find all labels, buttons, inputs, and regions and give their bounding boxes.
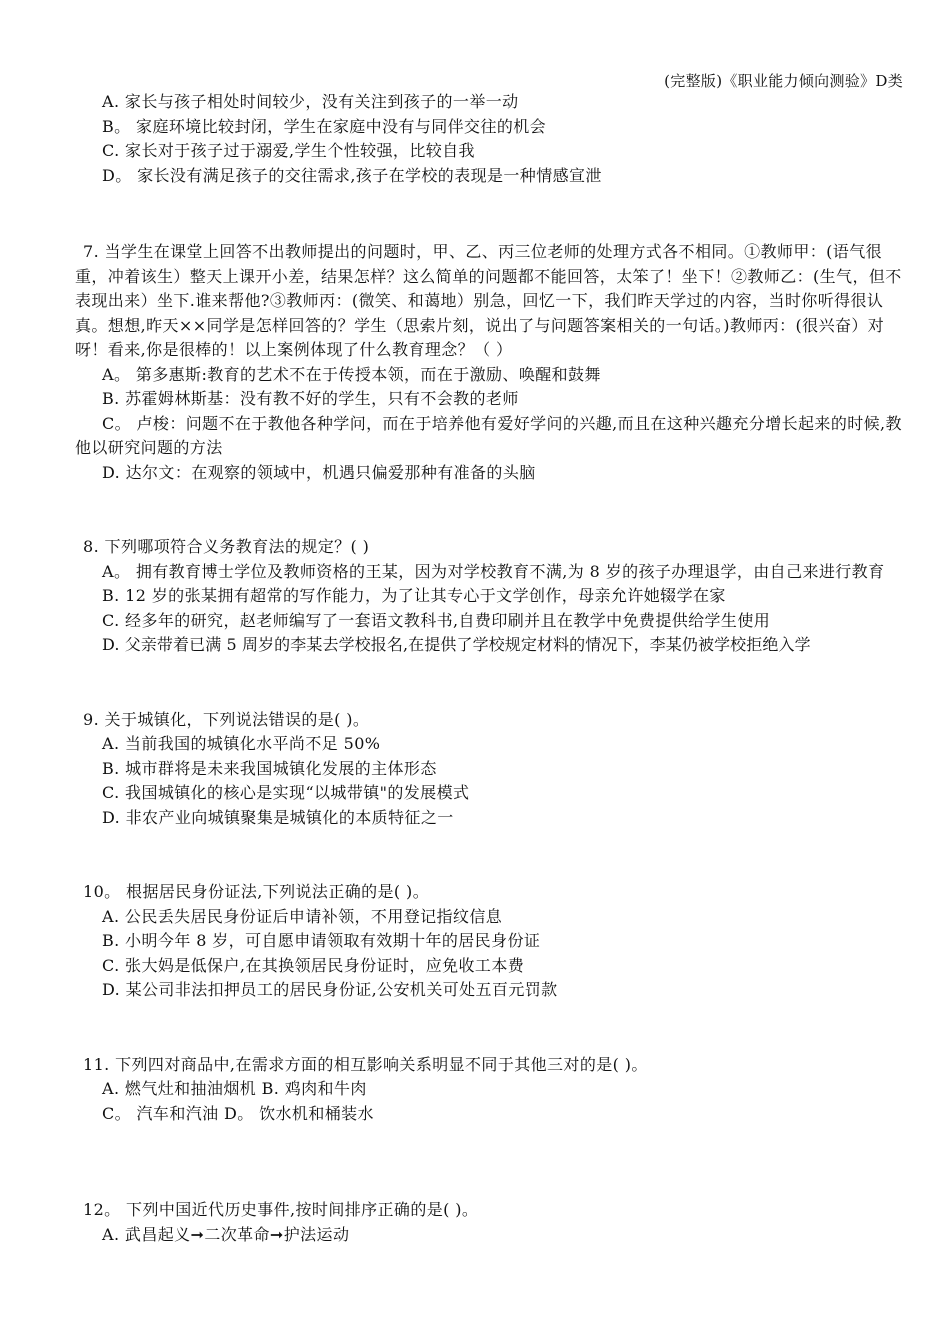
q9-stem: 9. 关于城镇化，下列说法错误的是( )。 bbox=[83, 709, 370, 729]
q12-option-a: A. 武昌起义➞二次革命➞护法运动 bbox=[102, 1224, 350, 1244]
q8-option-c: C. 经多年的研究，赵老师编写了一套语文教科书,自费印刷并且在教学中免费提供给学生使用 bbox=[102, 610, 771, 630]
question-12 bbox=[75, 1198, 905, 1247]
q6-option-c: C. 家长对于孩子过于溺爱,学生个性较强，比较自我 bbox=[102, 141, 475, 160]
q12-stem: 12。 下列中国近代历史事件,按时间排序正确的是( )。 bbox=[83, 1200, 479, 1219]
document-body bbox=[75, 90, 905, 1247]
q7-option-c: C。 卢梭：问题不在于教他各种学问，而在于培养他有爱好学问的兴趣,而且在这种兴趣充分增长起来的时候,教他以研究问题的方法 bbox=[75, 413, 902, 457]
q9-option-c: C. 我国城镇化的核心是实现“以城带镇"的发展模式 bbox=[102, 783, 470, 802]
q10-option-a: A. 公民丢失居民身份证后申请补领，不用登记指纹信息 bbox=[102, 906, 503, 926]
q9-option-a: A. 当前我国的城镇化水平尚不足 50% bbox=[102, 734, 381, 753]
q7-option-a: A。 第多惠斯:教育的艺术不在于传授本领，而在于激励、唤醒和鼓舞 bbox=[102, 364, 601, 384]
question-6-options bbox=[75, 90, 905, 188]
q7-option-b: B. 苏霍姆林斯基：没有教不好的学生，只有不会教的老师 bbox=[102, 389, 519, 408]
q10-option-c: C. 张大妈是低保户,在其换领居民身份证时，应免收工本费 bbox=[102, 955, 525, 975]
question-8 bbox=[75, 535, 905, 658]
question-9 bbox=[75, 708, 905, 831]
q9-option-b: B. 城市群将是未来我国城镇化发展的主体形态 bbox=[102, 758, 437, 778]
q6-option-b: B。 家庭环境比较封闭，学生在家庭中没有与同伴交往的机会 bbox=[102, 116, 547, 136]
q11-option-ab: A. 燃气灶和抽油烟机 B. 鸡肉和牛肉 bbox=[102, 1079, 367, 1098]
q8-option-b: B. 12 岁的张某拥有超常的写作能力，为了让其专心于文学创作，母亲允许她辍学在家 bbox=[102, 586, 726, 605]
question-7 bbox=[75, 240, 905, 485]
q11-option-cd: C。 汽车和汽油 D。 饮水机和桶装水 bbox=[102, 1103, 374, 1123]
q10-option-b: B. 小明今年 8 岁，可自愿申请领取有效期十年的居民身份证 bbox=[102, 931, 541, 950]
q6-option-d: D。 家长没有满足孩子的交往需求,孩子在学校的表现是一种情感宣泄 bbox=[102, 165, 602, 185]
q9-option-d: D. 非农产业向城镇聚集是城镇化的本质特征之一 bbox=[102, 807, 454, 827]
q11-stem: 11. 下列四对商品中,在需求方面的相互影响关系明显不同于其他三对的是( )。 bbox=[83, 1054, 648, 1074]
q8-option-d: D. 父亲带着已满 5 周岁的李某去学校报名,在提供了学校规定材料的情况下，李某仍被学校拒绝入学 bbox=[102, 635, 811, 654]
document-header: (完整版)《职业能力倾向测验》D类 bbox=[664, 72, 903, 90]
q6-option-a: A. 家长与孩子相处时间较少，没有关注到孩子的一举一动 bbox=[102, 92, 519, 111]
question-10 bbox=[75, 880, 905, 1003]
question-11 bbox=[75, 1053, 905, 1127]
q8-option-a: A。 拥有教育博士学位及教师资格的王某，因为对学校教育不满,为 8 岁的孩子办理退学，由自己来进行教育 bbox=[102, 561, 885, 581]
q8-stem: 8. 下列哪项符合义务教育法的规定？( ) bbox=[83, 537, 370, 556]
q7-stem: 7. 当学生在课堂上回答不出教师提出的问题时，甲、乙、丙三位老师的处理方式各不相同。①教师甲：(语气很重，冲着该生）整天上课开小差，结果怎样？这么简单的问题都不能回答，太笨了！坐下！②教师乙：(生气，但不表现出来）坐下.谁来帮他?③教师丙：(微笑、和蔼地）别急，回忆一下，我们昨天学过的内容，当时你听得很认真。想想,昨天××同学是怎样回答的？学生（思索片刻，说出了与问题答案相关的一句话。)教师丙：(很兴奋）对呀！看来,你是很棒的！以上案例体现了什么教育理念？（ ） bbox=[75, 242, 902, 359]
q7-option-d: D. 达尔文：在观察的领域中，机遇只偏爱那种有准备的头脑 bbox=[102, 462, 536, 482]
q10-stem: 10。 根据居民身份证法,下列说法正确的是( )。 bbox=[83, 882, 430, 901]
q10-option-d: D. 某公司非法扣押员工的居民身份证,公安机关可处五百元罚款 bbox=[102, 980, 558, 999]
